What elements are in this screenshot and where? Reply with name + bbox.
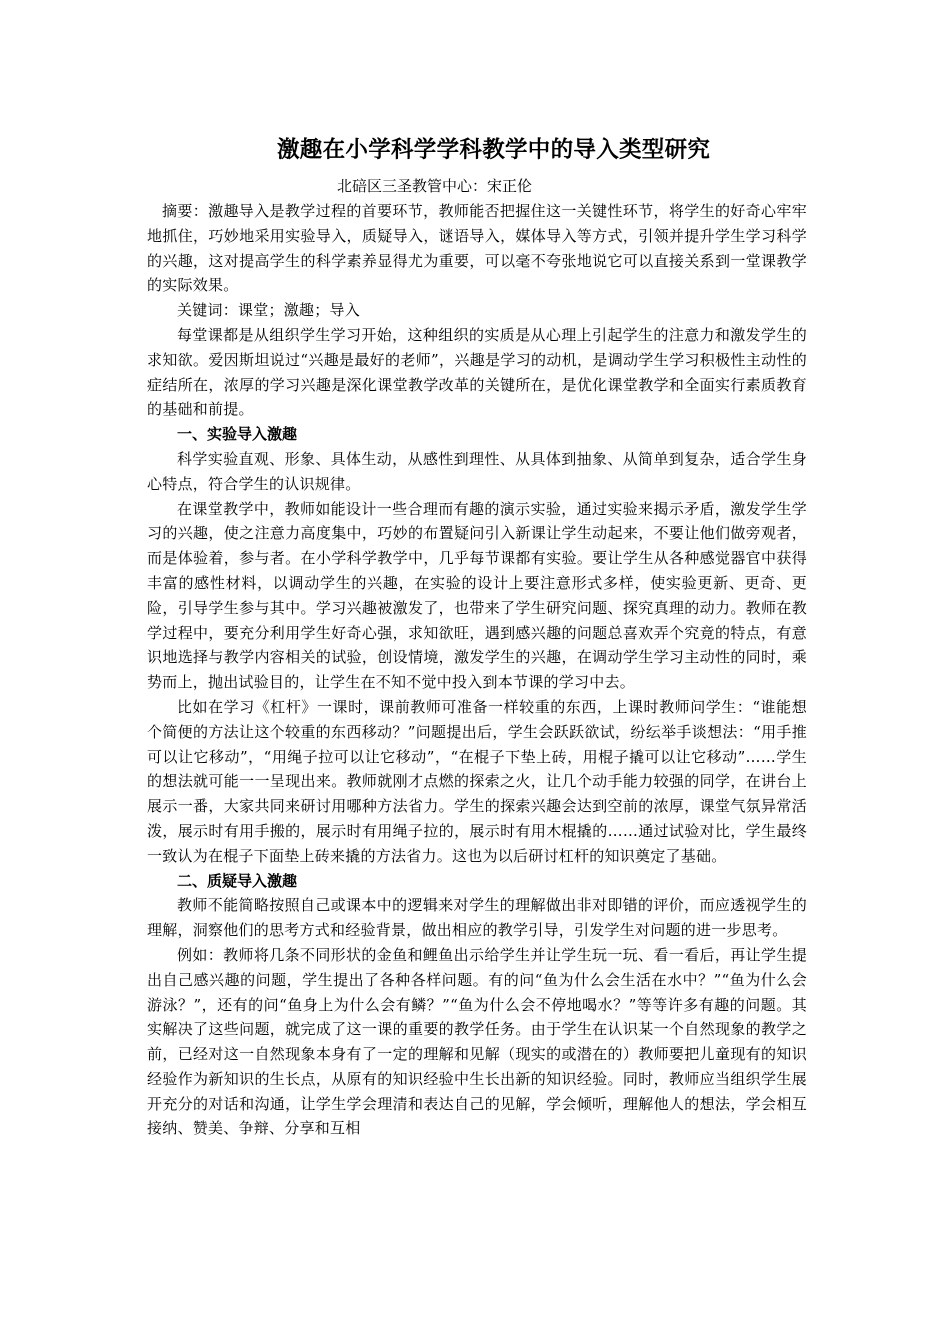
intro-paragraph: 每堂课都是从组织学生学习开始，这种组织的实质是从心理上引起学生的注意力和激发学生的求知欲。爱因斯坦说过“兴趣是最好的老师”，兴趣是学习的动机，是调动学生学习积极性主动性的症结所在，浓厚的学习兴趣是深化课堂教学改革的关键所在，是优化课堂教学和全面实行素质教育的基础和前提。 xyxy=(147,325,807,419)
section-heading-questioning: 二、质疑导入激趣 xyxy=(177,871,298,890)
section1-paragraph-3: 比如在学习《杠杆》一课时，课前教师可准备一样较重的东西，上课时教师问学生：“谁能想个简便的方法让这个较重的东西移动？”问题提出后，学生会跃跃欲试，纷纭举手谈想法：“用手推可以让它移动”，“用绳子拉可以让它移动”，“在棍子下垫上砖，用棍子撬可以让它移动”……学生的想法就可能一一呈现出来。教师就刚才点燃的探索之火，让几个动手能力较强的同学，在讲台上展示一番，大家共同来研讨用哪种方法省力。学生的探索兴趣会达到空前的浓厚，课堂气氛异常活泼，展示时有用手搬的，展示时有用绳子拉的，展示时有用木棍撬的……通过试验对比，学生最终一致认为在棍子下面垫上砖来撬的方法省力。这也为以后研讨杠杆的知识奠定了基础。 xyxy=(147,697,807,865)
document-page xyxy=(147,126,807,1141)
keywords-line: 关键词：课堂；激趣；导入 xyxy=(177,301,361,320)
section2-paragraph-1: 教师不能简略按照自己或课本中的逻辑来对学生的理解做出非对即错的评价，而应透视学生的理解，洞察他们的思考方式和经验背景，做出相应的教学引导，引发学生对问题的进一步思考。 xyxy=(147,896,807,940)
section1-paragraph-1: 科学实验直观、形象、具体生动，从感性到理性、从具体到抽象、从简单到复杂，适合学生身心特点，符合学生的认识规律。 xyxy=(147,449,807,493)
section2-paragraph-2: 例如：教师将几条不同形状的金鱼和鲤鱼出示给学生并让学生玩一玩、看一看后，再让学生提出自己感兴趣的问题，学生提出了各种各样问题。有的问“鱼为什么会生活在水中？”“鱼为什么会游泳？”，还有的问“鱼身上为什么会有鳞？”“鱼为什么会不停地喝水？”等等许多有趣的问题。其实解决了这些问题，就完成了这一课的重要的教学任务。由于学生在认识某一个自然现象的教学之前，已经对这一自然现象本身有了一定的理解和见解（现实的或潜在的）教师要把儿童现有的知识经验作为新知识的生长点，从原有的知识经验中生长出新的知识经验。同时，教师应当组织学生展开充分的对话和沟通，让学生学会理清和表达自己的见解，学会倾听，理解他人的想法，学会相互接纳、赞美、争辩、分享和互相 xyxy=(147,945,807,1138)
document-title: 激趣在小学科学学科教学中的导入类型研究 xyxy=(277,137,711,163)
section1-paragraph-2: 在课堂教学中，教师如能设计一些合理而有趣的演示实验，通过实验来揭示矛盾，激发学生学习的兴趣，使之注意力高度集中，巧妙的布置疑问引入新课让学生动起来，不要让他们做旁观者，而是体验着，参与者。在小学科学教学中，几乎每节课都有实验。要让学生从各种感觉器官中获得丰富的感性材料，以调动学生的兴趣，在实验的设计上要注意形式多样，使实验更新、更奇、更险，引导学生参与其中。学习兴趣被激发了，也带来了学生研究问题、探究真理的动力。教师在教学过程中，要充分利用学生好奇心强，求知欲旺，遇到感兴趣的问题总喜欢弄个究竟的特点，有意识地选择与教学内容相关的试验，创设情境，激发学生的兴趣，在调动学生学习主动性的同时，乘势而上，抛出试验目的，让学生在不知不觉中投入到本节课的学习中去。 xyxy=(147,499,807,692)
section-heading-experiment: 一、实验导入激趣 xyxy=(177,425,298,444)
abstract-paragraph: 摘要：激趣导入是教学过程的首要环节，教师能否把握住这一关键性环节，将学生的好奇心牢牢地抓住，巧妙地采用实验导入，质疑导入，谜语导入，媒体导入等方式，引领并提升学生学习科学的兴趣，这对提高学生的科学素养显得尤为重要，可以毫不夸张地说它可以直接关系到一堂课教学的实际效果。 xyxy=(147,202,807,295)
author-line: 北碚区三圣教管中心：宋正伦 xyxy=(337,177,533,195)
